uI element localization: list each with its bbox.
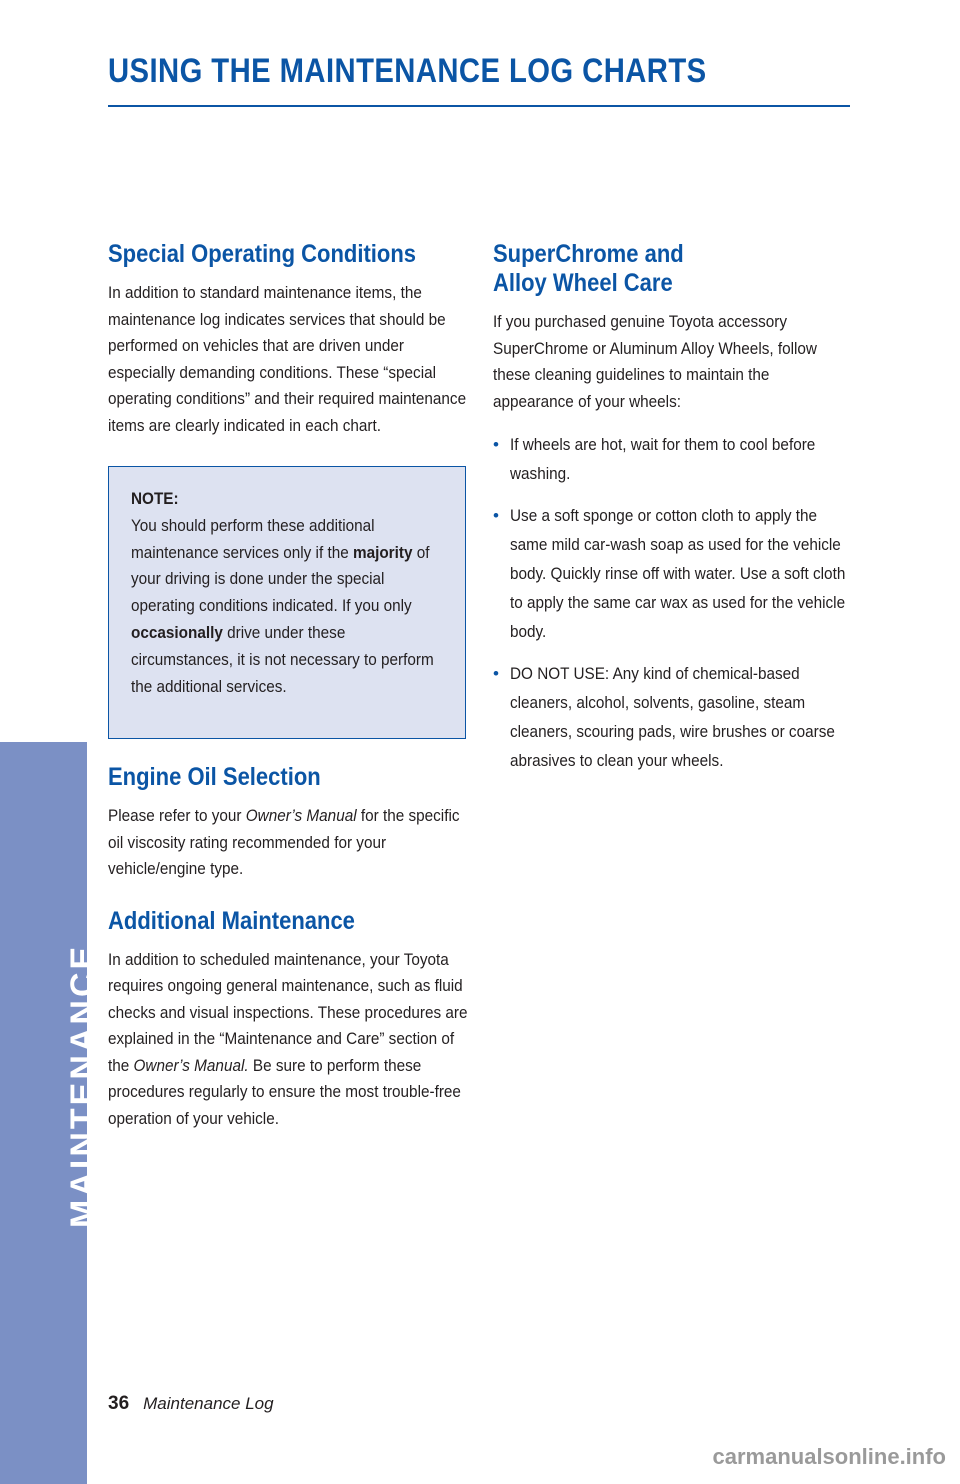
engine-oil-body: [108, 803, 468, 883]
wheel-care-heading-line2: Alloy Wheel Care: [493, 269, 673, 297]
additional-maintenance-section: [108, 907, 468, 1133]
watermark: carmanualsonline.info: [712, 1444, 946, 1469]
bullet-icon: •: [493, 664, 499, 683]
page-number: 36: [108, 1393, 130, 1414]
wheel-care-heading: [493, 240, 806, 298]
special-conditions-body: In addition to standard maintenance items, the maintenance log indicates services that should be performed on vehicles that are driven under especially demanding conditions. These “special operating conditions” and their required maintenance items are clearly indicated in each chart.: [108, 283, 467, 435]
engine-oil-section: [108, 763, 468, 883]
bullet-icon: •: [493, 506, 499, 525]
engine-oil-heading: Engine Oil Selection: [108, 763, 321, 791]
engine-oil-manual-ref: Owner’s Manual: [245, 806, 357, 825]
additional-text-2: Be sure to perform these procedures regularly to ensure the most trouble-free operation of your vehicle.: [108, 1055, 461, 1128]
list-item: [493, 430, 849, 488]
special-conditions-heading: Special Operating Conditions: [108, 240, 417, 268]
page-footer: [108, 1393, 274, 1415]
sidebar-label: MAINTENANCE: [64, 943, 102, 1228]
right-column: [493, 240, 849, 788]
engine-oil-text-2: for the specific oil viscosity rating recommended for your vehicle/engine type.: [108, 806, 460, 878]
page-title: USING THE MAINTENANCE LOG CHARTS: [108, 52, 707, 90]
note-text-3: drive under these circumstances, it is not necessary to perform the additional services.: [131, 622, 434, 696]
note-box: [108, 466, 466, 739]
left-column: [108, 240, 468, 1132]
wheel-care-intro: If you purchased genuine Toyota accessory SuperChrome or Aluminum Alloy Wheels, follow these cleaning guidelines to maintain the appearance of your wheels:: [493, 312, 817, 411]
note-text-1: You should perform these additional maintenance services only if the: [131, 515, 375, 562]
bullet-icon: •: [493, 435, 499, 454]
note-emphasis-majority: majority: [352, 542, 413, 562]
title-rule: [108, 105, 850, 107]
note-emphasis-occasionally: occasionally: [131, 622, 223, 642]
additional-maintenance-heading: Additional Maintenance: [108, 906, 355, 935]
wheel-care-heading-line1: SuperChrome and: [493, 240, 684, 268]
note-text-2: of your driving is done under the special operating conditions indicated. If you only: [131, 542, 430, 616]
footer-label: Maintenance Log: [143, 1394, 274, 1413]
list-item: [493, 501, 849, 646]
additional-maintenance-body: [108, 947, 468, 1133]
list-item-text: Use a soft sponge or cotton cloth to apply the same mild car-wash soap as used for the vehicle body. Quickly rinse off with water. Use a soft cloth to apply the same car wax as used for the vehicle body.: [510, 506, 846, 641]
note-text: [131, 486, 445, 700]
additional-manual-ref: Owner’s Manual.: [133, 1055, 249, 1075]
list-item-text: DO NOT USE: Any kind of chemical-based cleaners, alcohol, solvents, gasoline, steam cleaners, scouring pads, wire brushes or coarse abrasives to clean your wheels.: [510, 664, 835, 770]
additional-text-1: In addition to scheduled maintenance, your Toyota requires ongoing general maintenance, such as fluid checks and visual inspections. These procedures are explained in the “Maintenance and Care” section of the: [108, 949, 468, 1075]
engine-oil-text-1: Please refer to your: [108, 806, 246, 825]
list-item: [493, 659, 849, 775]
wheel-care-list: [493, 430, 849, 775]
note-label: NOTE:: [131, 489, 179, 508]
list-item-text: If wheels are hot, wait for them to cool before washing.: [510, 435, 816, 483]
